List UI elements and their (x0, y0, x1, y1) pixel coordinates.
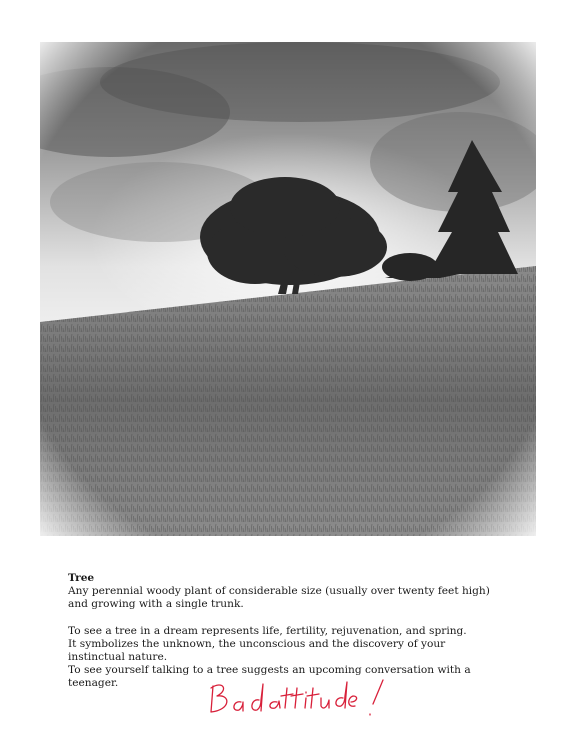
paragraph-gap (68, 612, 538, 625)
meaning-line: To see yourself talking to a tree suggests an upcoming conversation with a (68, 664, 471, 677)
tree-photo (40, 42, 536, 536)
definition-line: and growing with a single trunk. (68, 598, 244, 611)
meaning-line: It symbolizes the unknown, the unconscious and the discovery of your (68, 637, 446, 650)
definition-line: Any perennial woody plant of considerable size (usually over twenty feet high) (68, 585, 490, 598)
meaning-line: instinctual nature. (68, 651, 168, 664)
meaning-line: To see a tree in a dream represents life, fertility, rejuvenation, and spring. (68, 624, 467, 637)
entry-title: Tree (68, 572, 95, 584)
dream-entry (68, 572, 538, 691)
handwritten-signature (205, 674, 395, 724)
meaning-line: teenager. (68, 677, 119, 690)
